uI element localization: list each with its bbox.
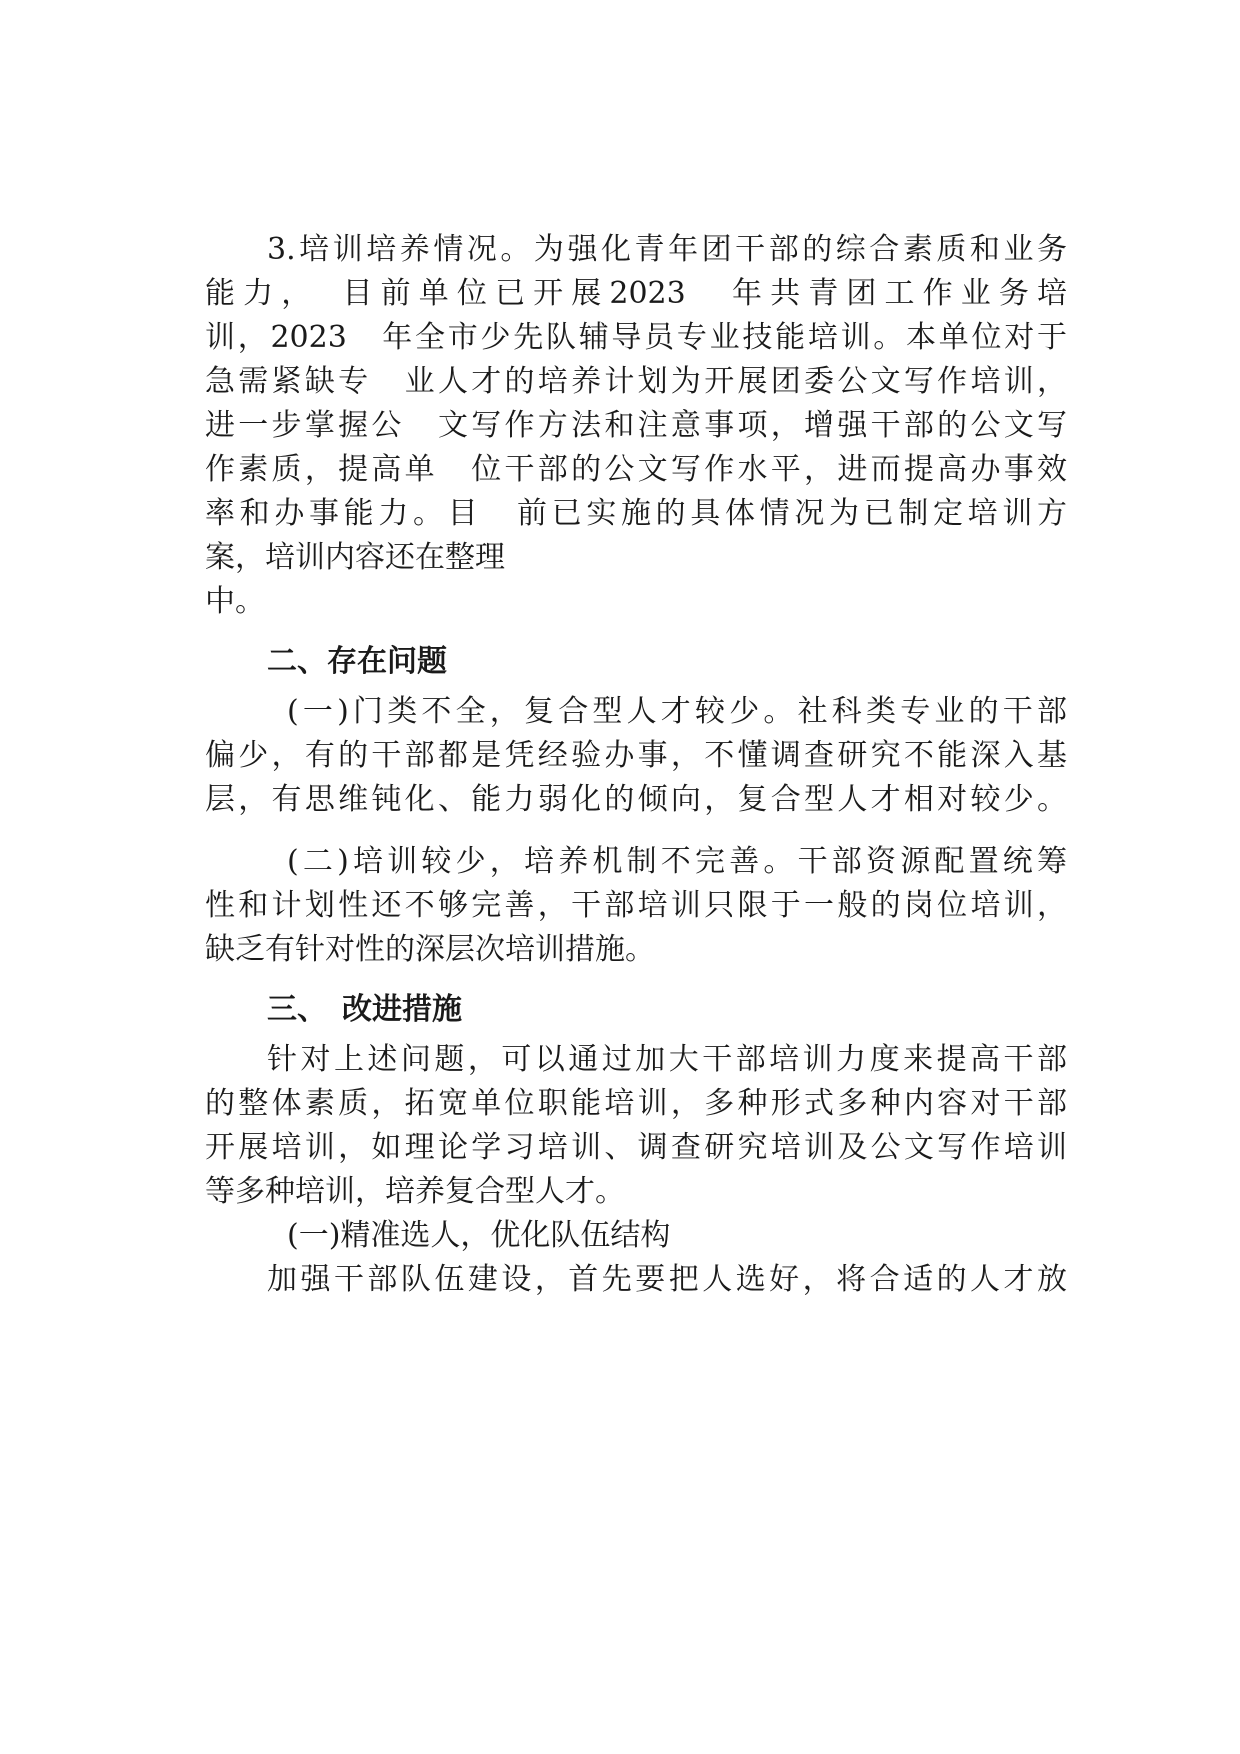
paragraph-line: 案，培训内容还在整理 [205, 540, 505, 575]
paragraph-line: 3.培训培养情况。为强化青年团干部的综合素质和业务 [267, 232, 1067, 267]
paragraph-line: 等多种培训，培养复合型人才。 [205, 1174, 625, 1209]
paragraph-line: 针对上述问题，可以通过加大干部培训力度来提高干部 [267, 1042, 1067, 1077]
subsection-title-measure-1: (一)精准选人，优化队伍结构 [287, 1218, 671, 1253]
section-heading-measures: 三、 改进措施 [267, 992, 462, 1027]
paragraph-line: 开展培训，如理论学习培训、调查研究培训及公文写作培训 [205, 1130, 1067, 1165]
paragraph-line: (二)培训较少，培养机制不完善。干部资源配置统筹 [287, 844, 1067, 879]
paragraph-line: 能力， 目前单位已开展2023 年共青团工作业务培 [205, 276, 1067, 311]
paragraph-line: 进一步掌握公 文写作方法和注意事项，增强干部的公文写 [205, 408, 1067, 443]
paragraph-line: 训，2023 年全市少先队辅导员专业技能培训。本单位对于 [205, 320, 1067, 355]
document-page [205, 228, 1067, 1302]
section-heading-problems: 二、存在问题 [267, 644, 447, 679]
paragraph-measures-intro [205, 1038, 1067, 1214]
paragraph-problem-1 [205, 690, 1067, 822]
paragraph-line: 作素质，提高单 位干部的公文写作水平，进而提高办事效 [205, 452, 1067, 487]
paragraph-line: 性和计划性还不够完善，干部培训只限于一般的岗位培训， [205, 888, 1067, 923]
paragraph-problem-2 [205, 840, 1067, 972]
paragraph-line: 缺乏有针对性的深层次培训措施。 [205, 932, 655, 967]
paragraph-line: 率和办事能力。目 前已实施的具体情况为已制定培训方 [205, 496, 1067, 531]
paragraph-line: 急需紧缺专 业人才的培养计划为开展团委公文写作培训， [205, 364, 1067, 399]
paragraph-line: 偏少，有的干部都是凭经验办事，不懂调查研究不能深入基 [205, 738, 1067, 773]
paragraph-line: 层，有思维钝化、能力弱化的倾向，复合型人才相对较少。 [205, 782, 1067, 817]
paragraph-line: 加强干部队伍建设，首先要把人选好，将合适的人才放 [267, 1262, 1067, 1297]
paragraph-line: 的整体素质，拓宽单位职能培训，多种形式多种内容对干部 [205, 1086, 1067, 1121]
paragraph-training [205, 228, 1067, 624]
paragraph-line: (一)门类不全，复合型人才较少。社科类专业的干部 [287, 694, 1067, 729]
paragraph-line: 中。 [205, 584, 265, 619]
